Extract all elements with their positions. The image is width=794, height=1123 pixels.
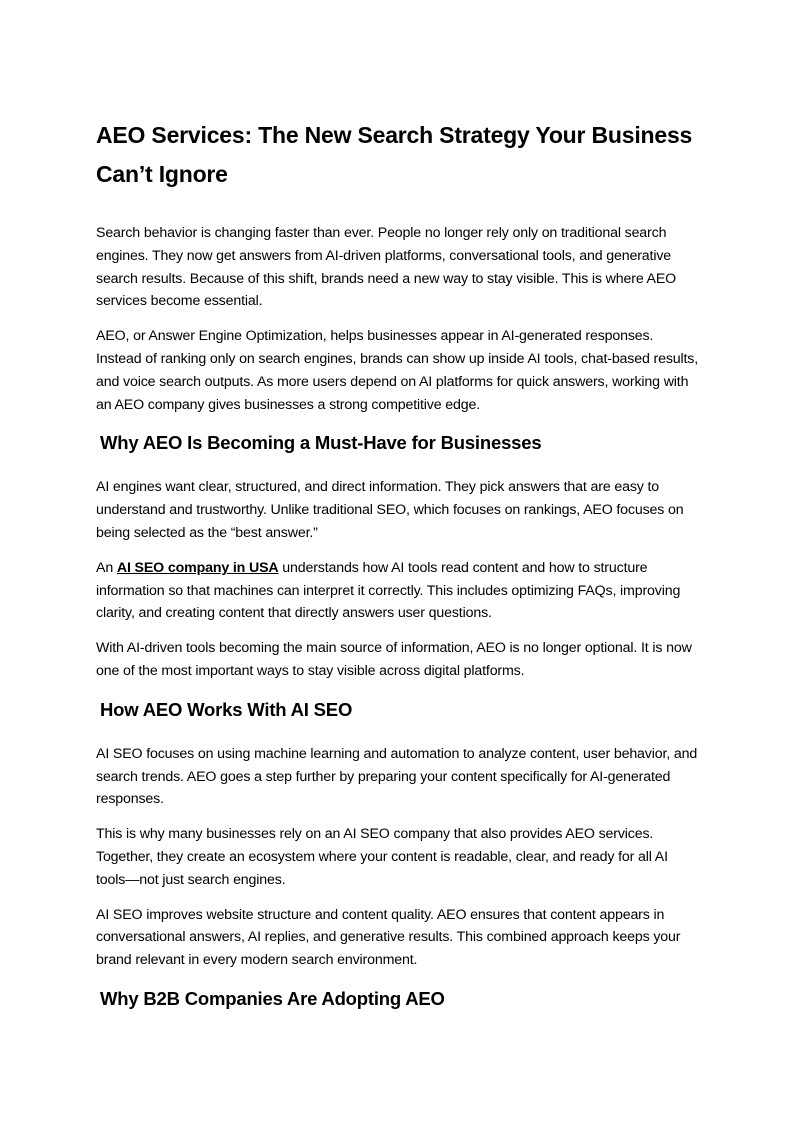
section-heading-b2b: Why B2B Companies Are Adopting AEO — [100, 987, 445, 1009]
section1-paragraph-2 — [96, 557, 700, 625]
section-heading-how-aeo-works: How AEO Works With AI SEO — [100, 698, 353, 720]
section2-paragraph-1: AI SEO focuses on using machine learning and automation to analyze content, user behavior, and search trends. AEO goes a step further by preparing your content specifically for AI-generated responses. — [96, 745, 698, 808]
ai-seo-company-link[interactable]: AI SEO company in USA — [116, 559, 279, 576]
article-body — [96, 116, 700, 1032]
section2-paragraph-3: AI SEO improves website structure and content quality. AEO ensures that content appears in conversational answers, AI replies, and generative results. This combined approach keeps your brand relevant in every modern search environment. — [96, 906, 681, 969]
section2-paragraph-2: This is why many businesses rely on an AI SEO company that also provides AEO services. Together, they create an ecosystem where your content is readable, clear, and ready for all AI tools—not just search engines. — [96, 826, 668, 888]
section1-paragraph-3: With AI-driven tools becoming the main source of information, AEO is no longer optional. It is now one of the most important ways to stay visible across digital platforms. — [96, 640, 692, 679]
section1-p2-suffix: understands how AI tools read content and how to structure information so that machines can interpret it correctly. This includes optimizing FAQs, improving clarity, and creating content that directly answers user questions. — [96, 559, 681, 622]
section-heading-why-aeo: Why AEO Is Becoming a Must-Have for Businesses — [100, 432, 542, 454]
article-title: AEO Services: The New Search Strategy Your Business Can’t Ignore — [96, 122, 693, 187]
section1-p2-prefix: An — [96, 559, 117, 576]
intro-paragraph-1: Search behavior is changing faster than ever. People no longer rely only on traditional search engines. They now get answers from AI-driven platforms, conversational tools, and generative search results. Because of this shift, brands need a new way to stay visible. This is where AEO services become essential. — [96, 225, 677, 310]
section1-paragraph-1: AI engines want clear, structured, and direct information. They pick answers that are easy to understand and trustworthy. Unlike traditional SEO, which focuses on rankings, AEO focuses on being selected as the “best answer.” — [96, 479, 684, 541]
intro-paragraph-2: AEO, or Answer Engine Optimization, helps businesses appear in AI-generated responses. Instead of ranking only on search engines, brands can show up inside AI tools, chat-based results, and voice search outputs. As more users depend on AI platforms for quick answers, working with an AEO company gives businesses a strong competitive edge. — [96, 328, 699, 413]
